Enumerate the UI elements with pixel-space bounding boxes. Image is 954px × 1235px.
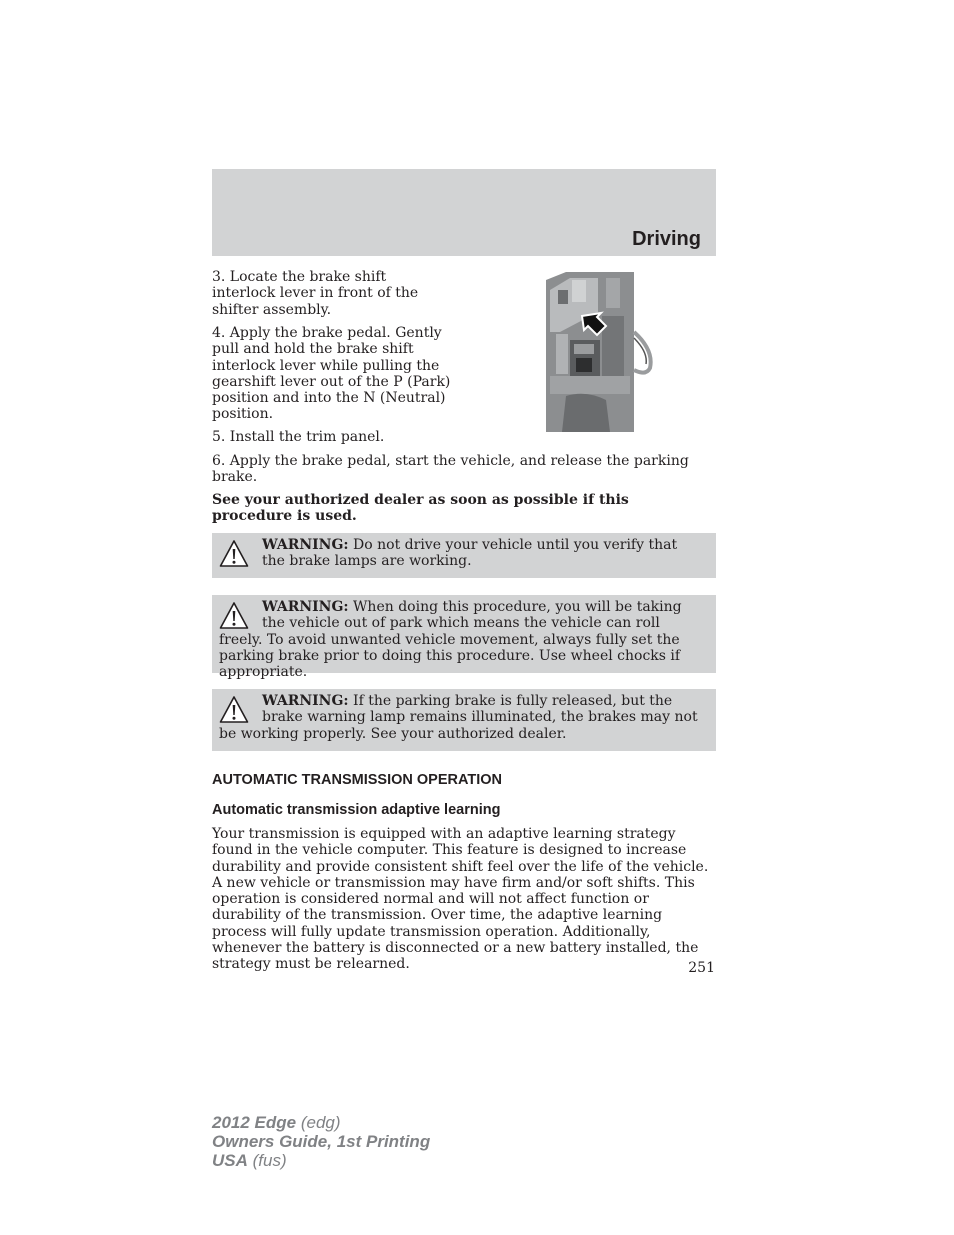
footer-info [212, 1113, 430, 1170]
step-4: 4. Apply the brake pedal. Gently pull and hold the brake shift interlock lever while pulling the gearshift lever out of the P (Park) position and into the N (Neutral) position. [212, 325, 451, 423]
section-subheading: Automatic transmission adaptive learning [212, 802, 501, 818]
warning-label: WARNING: [262, 599, 349, 615]
footer-market: USA [212, 1151, 248, 1170]
warning-text: Do not drive your vehicle until you verify that the brake lamps are working. [262, 537, 678, 570]
warning-box-2 [212, 595, 716, 681]
step-6: 6. Apply the brake pedal, start the vehicle, and release the parking brake. [212, 453, 689, 486]
page-number: 251 [688, 960, 715, 976]
warning-label: WARNING: [262, 693, 349, 709]
warning-triangle-icon [219, 539, 249, 569]
warning-box-3 [212, 689, 716, 751]
footer-market-code: (fus) [247, 1151, 287, 1170]
header-band [212, 169, 716, 256]
warning-label: WARNING: [262, 537, 349, 553]
section-body: Your transmission is equipped with an adaptive learning strategy found in the vehicle computer. This feature is designed to increase durability and provide consistent shift feel over the life of the vehicle. A new vehicle or transmission may have firm and/or soft shifts. This operation is considered normal and will not affect function or durability of the transmission. Over time, the adaptive learning process will fully update transmission operation. Additionally, whenever the battery is disconnected or a new battery installed, the strategy must be relearned. [212, 826, 709, 973]
dealer-note: See your authorized dealer as soon as possible if this procedure is used. [212, 492, 629, 525]
warning-triangle-icon [219, 695, 249, 725]
warning-box-1 [212, 533, 716, 578]
warning-text: When doing this procedure, you will be taking the vehicle out of park which means the vehicle can roll freely. To avoid unwanted vehicle movement, always fully set the parking brake prior to doing this procedure. Use wheel chocks if appropriate. [219, 599, 682, 681]
footer-model-code: (edg) [296, 1113, 341, 1132]
footer-guide: Owners Guide, 1st Printing [212, 1132, 431, 1151]
footer-model: 2012 Edge [212, 1113, 297, 1132]
shifter-illustration [536, 272, 658, 432]
warning-triangle-icon [219, 601, 249, 631]
section-heading: AUTOMATIC TRANSMISSION OPERATION [212, 772, 502, 788]
step-3: 3. Locate the brake shift interlock lever in front of the shifter assembly. [212, 269, 419, 318]
step-5: 5. Install the trim panel. [212, 429, 385, 445]
warning-text: If the parking brake is fully released, but the brake warning lamp remains illuminated, the brakes may not be working properly. See your authorized dealer. [219, 693, 698, 742]
section-title: Driving [632, 228, 701, 250]
